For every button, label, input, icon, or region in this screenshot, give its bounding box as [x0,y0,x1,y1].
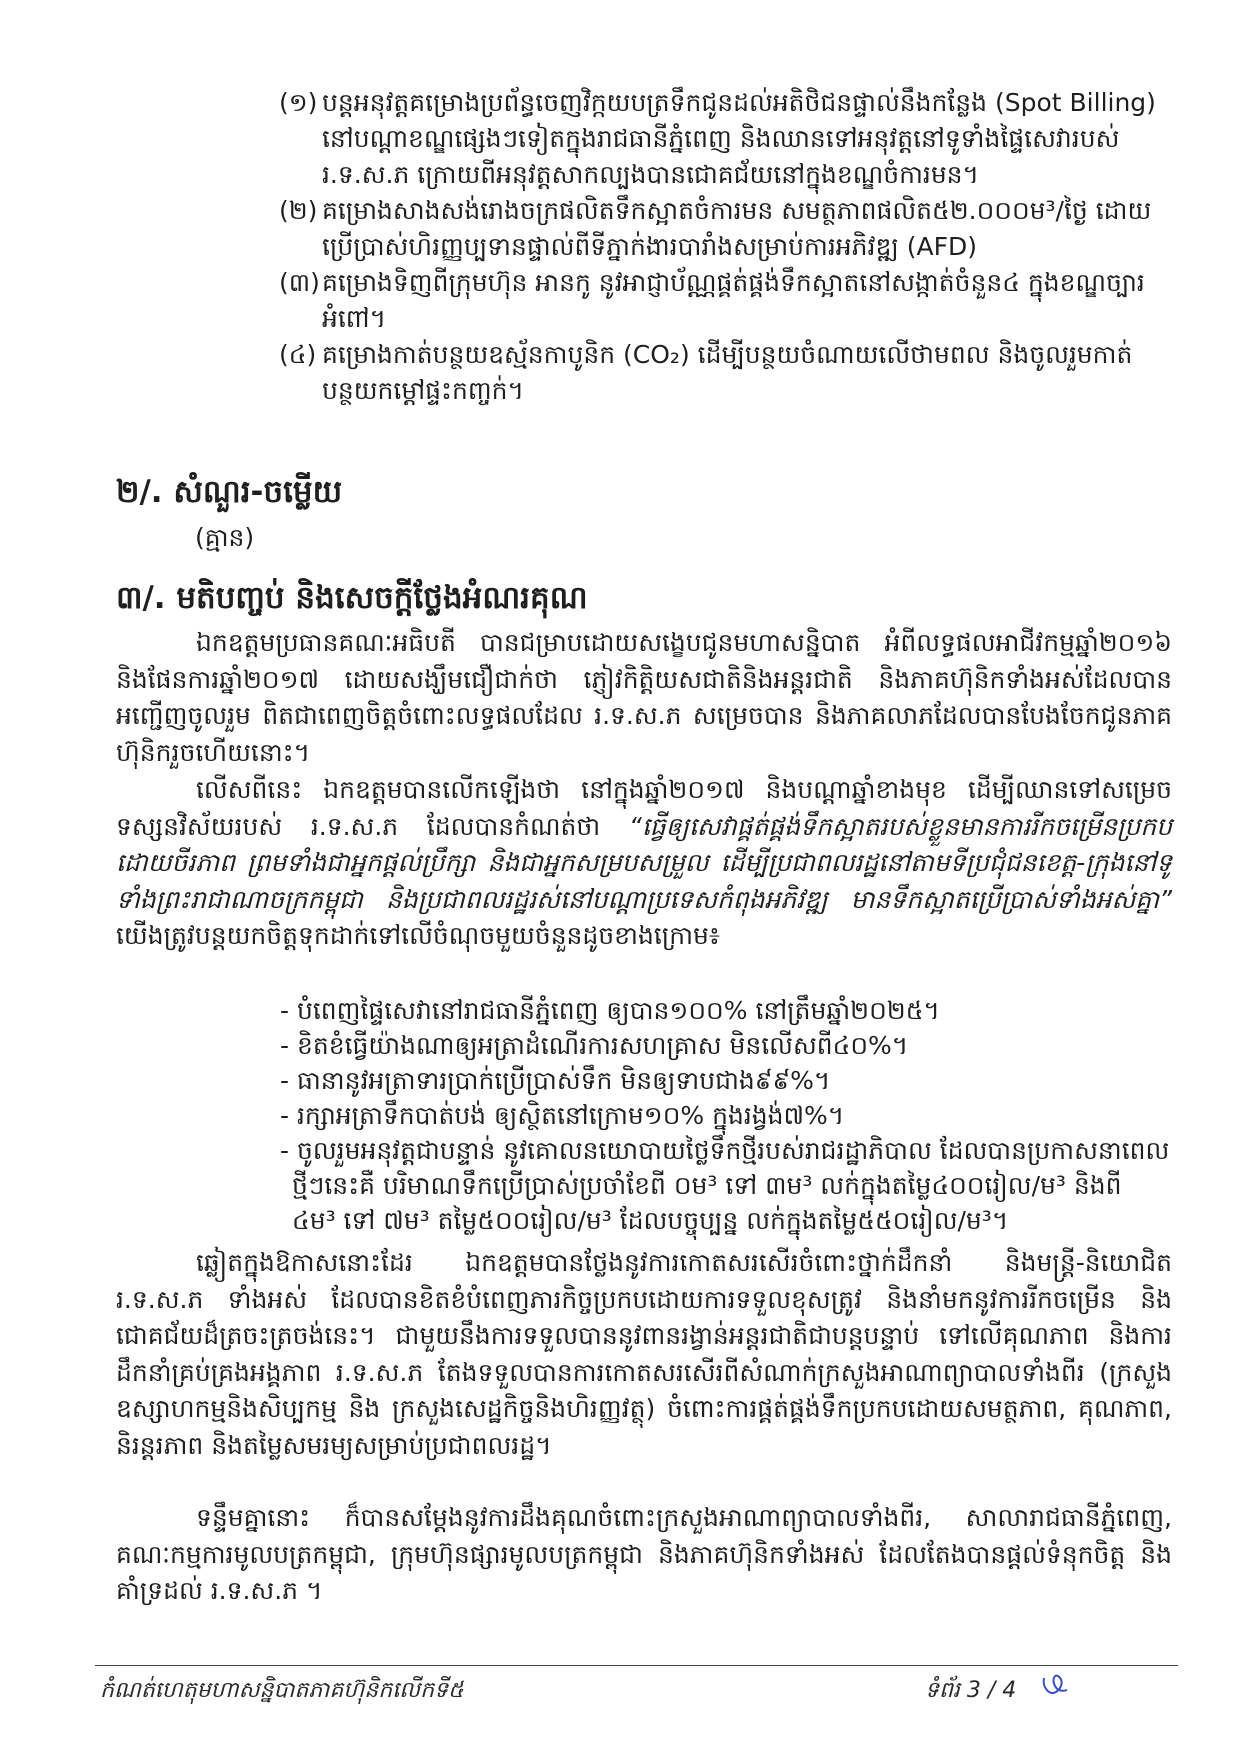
paragraph [116,772,1172,955]
paragraph-text: លើសពីនេះ ឯកឧត្តមបានលើកឡើងថា នៅក្នុងឆ្នាំ២០១៧ និងបណ្តាឆ្នាំខាងមុខ ដើម្បីឈានទៅសម្រេចទស្សនវិស័យរបស់ រ.ទ.ស.ភ ដែលបានកំណត់ថា [116,775,1172,841]
item-number: (៣) [279,268,320,297]
page-number: ទំព័រ 3 / 4 [925,1678,1017,1703]
item-text: បន្តអនុវត្តគម្រោងប្រព័ន្ធចេញវិក្កយបត្រទឹកជូនដល់អតិថិជនផ្ទាល់នឹងកន្លែង (Spot Billing) នៅបណ្ដាខណ្ឌផ្សេងៗទៀតក្នុងរាជធានីភ្នំពេញ និងឈានទៅអនុវត្តនៅទូទាំងផ្ទៃសេវារបស់ រ.ទ.ស.ភ ក្រោយពីអនុវត្តសាកល្បងបានជោគជ័យនៅក្នុងខណ្ឌចំការមន។ [322,88,1156,189]
paragraph: ឯកឧត្តមប្រធានគណៈអធិបតី បានជម្រាបដោយសង្ខេបជូនមហាសន្និបាត អំពីលទ្ធផលអាជីវកម្មឆ្នាំ២០១៦ និងផែនការឆ្នាំ២០១៧ ដោយសង្ឃឹមជឿជាក់ថា ភ្ញៀវកិត្តិយសជាតិនិងអន្តរជាតិ និងភាគហ៊ុនិកទាំងអស់ដែលបានអញ្ជើញចូលរួម ពិតជាពេញចិត្តចំពោះលទ្ធផលដែល រ.ទ.ស.ភ សម្រេចបាន និងភាគលាភដែលបានបែងចែកជូនភាគហ៊ុនិករួចហើយនោះ។ [116,628,1172,767]
section-heading: ៣/. មតិបញ្ចប់ និងសេចក្តីថ្លែងអំណរគុណ [116,580,588,616]
vision-quote: “ធ្វើឲ្យសេវាផ្គត់ផ្គង់ទឹកស្អាតរបស់ខ្លួនមានការរីកចម្រើនប្រកបដោយចីរភាព ព្រមទាំងជាអ្នកផ្ដល់ប្រឹក្សា និងជាអ្នកសម្របសម្រួល ដើម្បីប្រជាពលរដ្ឋនៅតាមទីប្រជុំជនខេត្ត-ក្រុងនៅទូទាំងព្រះរាជាណាចក្រកម្ពុជា និងប្រជាពលរដ្ឋរស់នៅបណ្តាប្រទេសកំពុងអភិវឌ្ឍ មានទឹកស្អាតប្រើប្រាស់ទាំងអស់គ្នា” [116,811,1172,914]
item-text: គម្រោងសាងសង់រោងចក្រផលិតទឹកស្អាតចំការមន សមត្ថភាពផលិត៥២.០០០ម³/ថ្ងៃ ដោយប្រើប្រាស់ហិរញ្ញប្បទានផ្ទាល់ពីទីភ្នាក់ងារបារាំងសម្រាប់ការអភិវឌ្ឍ (AFD) [322,196,1152,261]
none-note: (គ្មាន) [195,523,255,552]
item-number: (៤) [279,340,317,369]
paragraph: ទន្ទឹមគ្នានោះ ក៏បានសម្ដែងនូវការដឹងគុណចំពោះក្រសួងអាណាព្យាបាលទាំងពីរ, សាលារាជធានីភ្នំពេញ, គណៈកម្មការមូលបត្រកម្ពុជា, ក្រុមហ៊ុនផ្សារមូលបត្រកម្ពុជា និងភាគហ៊ុនិកទាំងអស់ ដែលតែងបានផ្តល់ទំនុកចិត្ត និងគាំទ្រដល់ រ.ទ.ស.ភ ។ [116,1503,1172,1605]
paragraph-text: យើងត្រូវបន្តយកចិត្តទុកដាក់ទៅលើចំណុចមួយចំនួនដូចខាងក្រោម៖ [116,921,720,950]
bullet-item: - ធានានូវអត្រាទារប្រាក់ប្រើប្រាស់ទឹក មិនឲ្យទាបជាង៩៩%។ [280,1066,831,1095]
handwritten-initials-icon [1040,1672,1070,1702]
footer-divider [95,1665,1178,1666]
item-number: (១) [279,88,318,117]
item-text: គម្រោងទិញពីក្រុមហ៊ុន អានកូ នូវអាជ្ញាប័ណ្ណផ្គត់ផ្គង់ទឹកស្អាតនៅសង្កាត់ចំនួន៤ ក្នុងខណ្ឌច្បារអំពៅ។ [322,268,1145,333]
list-item [281,85,1171,193]
item-text: គម្រោងកាត់បន្ថយឧស្ម័នកាបូនិក (CO₂) ដើម្បីបន្ថយចំណាយលើថាមពល និងចូលរួមកាត់បន្ថយកម្ដៅផ្ទះកញ្ចក់។ [322,340,1133,405]
footer-title: កំណត់ហេតុមហាសន្និបាតភាគហ៊ុនិកលើកទី៥ [100,1678,464,1703]
list-item [281,265,1171,337]
section-heading: ២/. សំណួរ-ចម្លើយ [116,474,343,510]
bullet-item: - រក្សាអត្រាទឹកបាត់បង់ ឲ្យស្ថិតនៅក្រោម១០% ក្នុងរង្វង់៧%។ [280,1101,845,1130]
bullet-item: - បំពេញផ្ទៃសេវានៅរាជធានីភ្នំពេញ ឲ្យបាន១០០% នៅត្រឹមឆ្នាំ២០២៥។ [280,996,940,1025]
bullet-item: - ចូលរួមអនុវត្តជាបន្ទាន់ នូវគោលនយោបាយថ្លៃទឹកថ្មីរបស់រាជរដ្ឋាភិបាល ដែលបានប្រកាសនាពេលថ្មីៗនេះគឺ បរិមាណទឹកប្រើប្រាស់ប្រចាំខែពី ០ម³ ទៅ ៣ម³ លក់ក្នុងតម្លៃ៤០០រៀល/ម³ និងពី ៤ម³ ទៅ ៧ម³ តម្លៃ៥០០រៀល/ម³ ដែលបច្ចុប្បន្ន លក់ក្នុងតម្លៃ៥៥០រៀល/ម³។ [280,1136,1170,1235]
bullet-item: - ខិតខំធ្វើយ៉ាងណាឲ្យអត្រាដំណើរការសហគ្រាស មិនលើសពី៤០%។ [280,1031,909,1060]
list-item [281,193,1171,265]
list-item [281,337,1171,409]
paragraph: ឆ្លៀតក្នុងឱកាសនោះដែរ ឯកឧត្តមបានថ្លែងនូវការកោតសរសើរចំពោះថ្នាក់ដឹកនាំ និងមន្ត្រី-និយោជិត រ.ទ.ស.ភ ទាំងអស់ ដែលបានខិតខំបំពេញភារកិច្ចប្រកបដោយការទទួលខុសត្រូវ និងនាំមកនូវការរីកចម្រើន និងជោគជ័យដ៏ត្រចះត្រចង់នេះ។ ជាមួយនឹងការទទួលបាននូវពានរង្វាន់អន្តរជាតិជាបន្តបន្ទាប់ ទៅលើគុណភាព និងការដឹកនាំគ្រប់គ្រងអង្គភាព រ.ទ.ស.ភ តែងទទួលបានការកោតសរសើរពីសំណាក់ក្រសួងអាណាព្យាបាលទាំងពីរ (ក្រសួងឧស្សាហកម្មនិងសិប្បកម្ម និង ក្រសួងសេដ្ឋកិច្ចនិងហិរញ្ញវត្ថុ) ចំពោះការផ្គត់ផ្គង់ទឹកប្រកបដោយសមត្ថភាព, គុណភាព, និរន្តរភាព និងតម្លៃសមរម្យសម្រាប់ប្រជាពលរដ្ឋ។ [116,1248,1172,1460]
bullet-list [280,993,1172,1238]
item-number: (២) [279,196,318,225]
